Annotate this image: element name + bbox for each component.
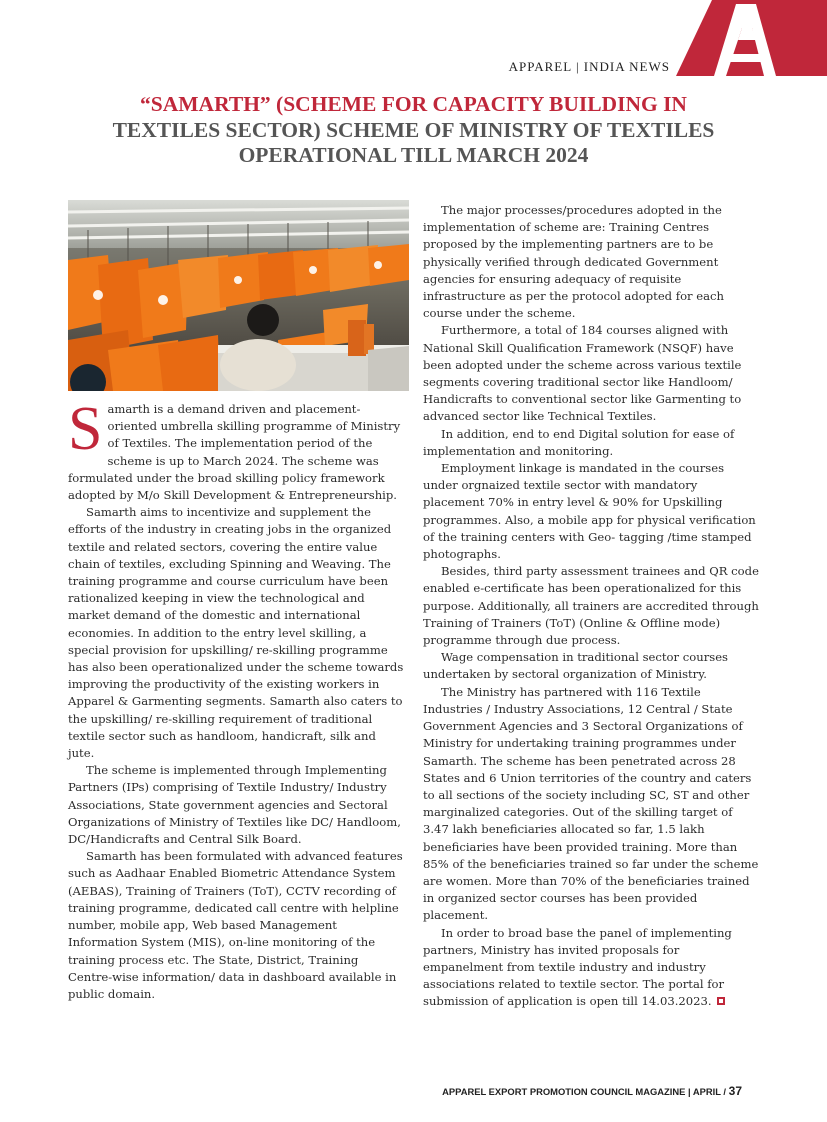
title-line-3: OPERATIONAL TILL MARCH 2024 <box>238 143 589 167</box>
title-line-1: “SAMARTH” (SCHEME FOR CAPACITY BUILDING IN <box>140 92 687 116</box>
article-paragraph: Samarth aims to incentivize and supplement the efforts of the industry in creating jobs in the organized textile and related sectors, covering the entire value chain of textiles, excluding Spinning and Weaving. The training programme and course curriculum have been rationalized keeping in view the technological and market demand of the domestic and international economies. In addition to the entry level skilling, a special provision for upskilling/ re-skilling programme has also been operationalized under the scheme towards improving the productivity of the existing workers in Apparel & Garmenting segments. Samarth also caters to the upskilling/ re-skilling requirement of traditional textile sector such as handloom, handicraft, silk and jute. <box>68 505 404 761</box>
article-column-right <box>423 202 759 1011</box>
article-column-left <box>68 395 404 1003</box>
article-paragraph: Employment linkage is mandated in the courses under orgnaized textile sector with mandatory placement 70% in entry level & 90% for Upskilling programmes. Also, a mobile app for physical verification of the training centers with Geo- tagging /time stamped photographs. <box>423 461 756 562</box>
article-paragraph: The scheme is implemented through Implementing Partners (IPs) comprising of Textile Industry/ Industry Associations, State government agencies and Sectoral Organizations of Ministry of Textiles like DC/ Handloom, DC/Handicrafts and Central Silk Board. <box>68 763 401 847</box>
section-label: APPAREL | INDIA NEWS <box>508 59 670 74</box>
title-line-2: TEXTILES SECTOR) SCHEME OF MINISTRY OF TEXTILES <box>112 117 715 142</box>
article-paragraph: Wage compensation in traditional sector courses undertaken by sectoral organization of Ministry. <box>423 650 729 682</box>
article-paragraph: The Ministry has partnered with 116 Textile Industries / Industry Associations, 12 Central / State Government Agencies and 3 Sectoral Organizations of Ministry for undertaking training programmes under Samarth. The scheme has been penetrated across 28 States and 6 Union territories of the country and caters to all sections of the society including SC, ST and other marginalized categories. Out of the skilling target of 3.47 lakh beneficiaries allocated so far, 1.5 lakh beneficiaries have been provided training. More than 85% of the beneficiaries trained so far under the scheme are women. More than 70% of the beneficiaries trained in organized sector courses has been provided placement. <box>423 684 759 923</box>
page-number: 37 <box>728 1084 742 1098</box>
article-paragraph: In addition, end to end Digital solution for ease of implementation and monitoring. <box>423 426 735 458</box>
garment-factory-photo <box>68 200 409 391</box>
magazine-name: APPAREL EXPORT PROMOTION COUNCIL MAGAZINE | APRIL / <box>442 1086 727 1097</box>
end-of-article-icon <box>717 997 725 1005</box>
article-paragraph: Furthermore, a total of 184 courses aligned with National Skill Qualification Framework (NSQF) have been adopted under the scheme across various textile segments covering traditional sector like Handloom/ Handicrafts to conventional sector like Garmenting to advanced sector like Technical Textiles. <box>423 323 742 424</box>
article-paragraph: In order to broad base the panel of implementing partners, Ministry has invited proposals for empanelment from textile industry and industry associations related to textile sector. The portal for submission of application is open till 14.03.2023. <box>423 925 732 1009</box>
article-title <box>40 92 787 169</box>
apparel-a-logo-icon <box>676 0 827 76</box>
article-paragraph: Samarth has been formulated with advanced features such as Aadhaar Enabled Biometric Attendance System (AEBAS), Training of Trainers (ToT), CCTV recording of training programme, dedicated call centre with helpline number, mobile app, Web based Management Information System (MIS), on-line monitoring of the training process etc. The State, District, Training Centre-wise information/ data in dashboard available in public domain. <box>68 849 403 1001</box>
article-paragraph: The major processes/procedures adopted in the implementation of scheme are: Training Centres proposed by the implementing partners are to be physically verified through dedicated Government agencies for ensuring adequacy of requisite infrastructure as per the protocol adopted for each course under the scheme. <box>423 203 725 321</box>
article-paragraph: Besides, third party assessment trainees and QR code enabled e-certificate has been operationalized for this purpose. Additionally, all trainers are accredited through Training of Trainers (ToT) (Online & Offline mode) programme through due process. <box>423 564 759 648</box>
page-footer <box>360 1084 742 1098</box>
article-paragraph: Samarth is a demand driven and placement-oriented umbrella skilling programme of Ministry of Textiles. The implementation period of the scheme is up to March 2024. The scheme was formulated under the broad skilling policy framework adopted by M/o Skill Development & Entrepreneurship. <box>68 395 401 503</box>
drop-cap: S <box>68 395 103 463</box>
